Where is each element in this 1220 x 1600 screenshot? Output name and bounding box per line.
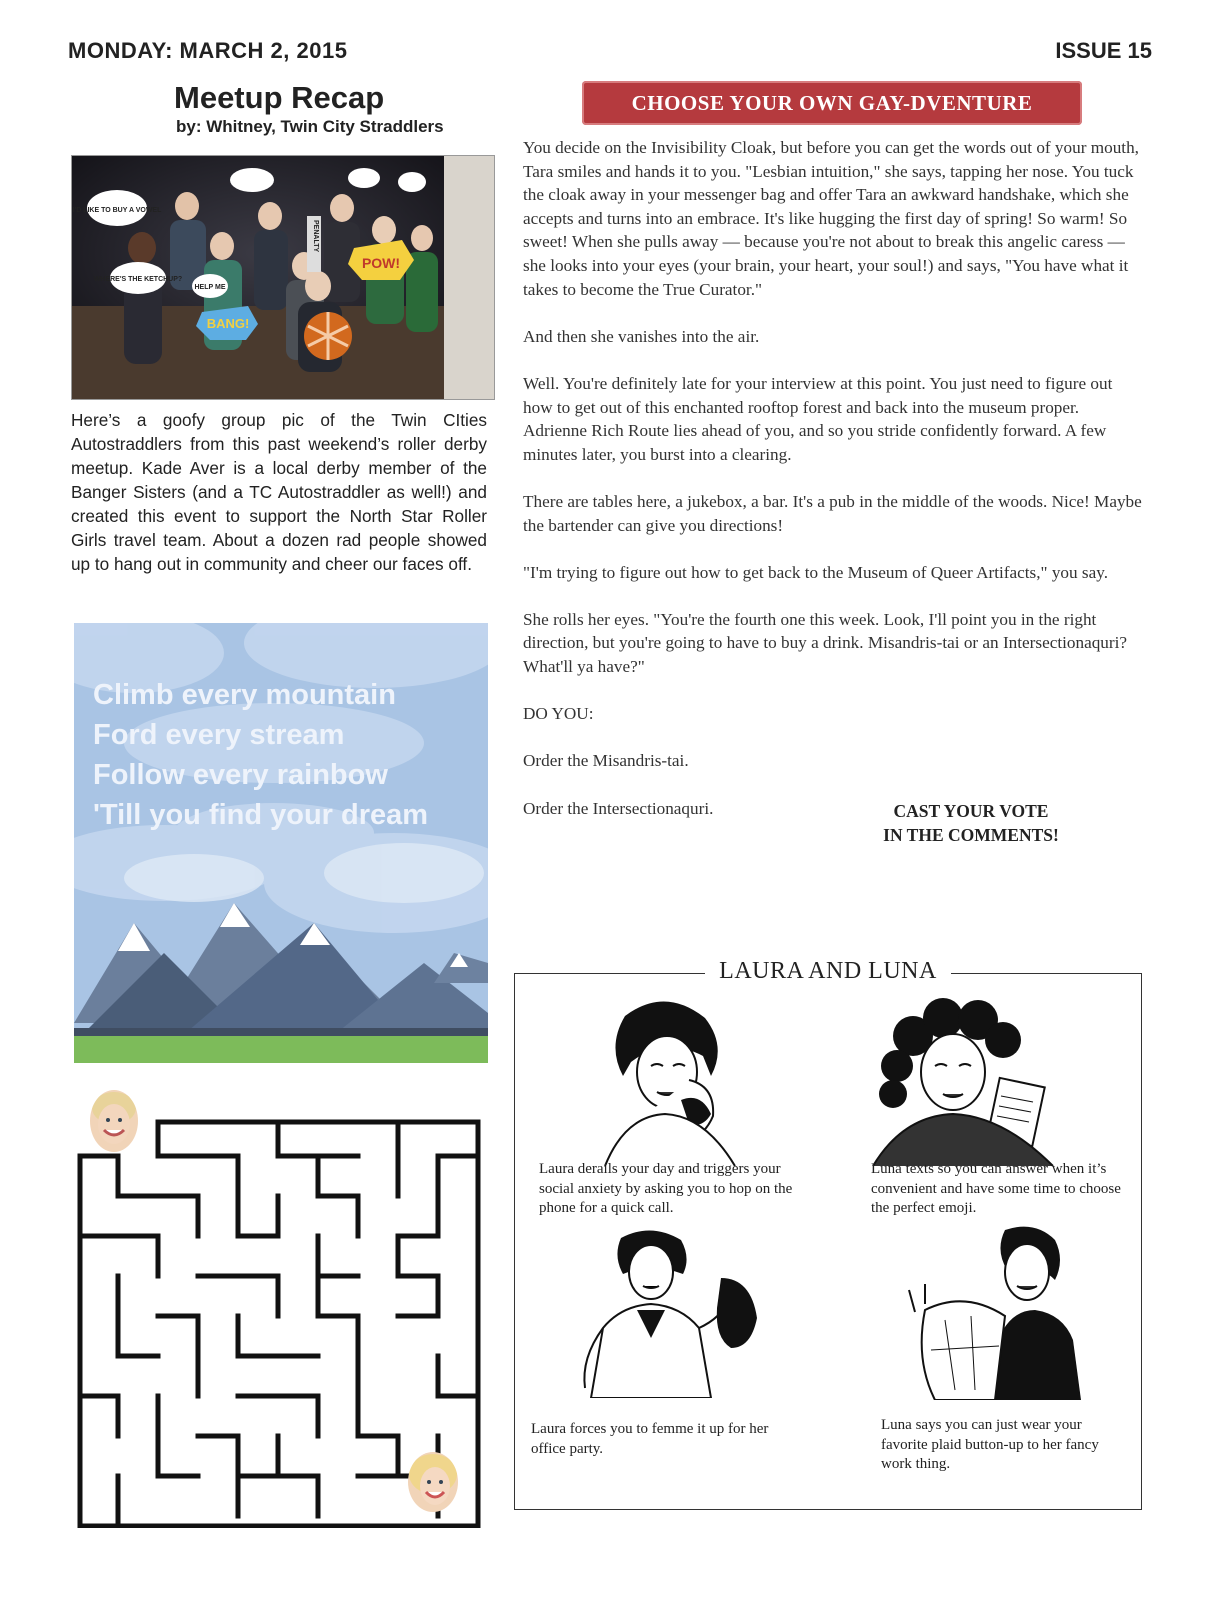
story-paragraph: She rolls her eyes. "You're the fourth one this week. Look, I'll point you in the right direction, but you're going to have to buy a drink. Misandris-tai or an Intersectionaquri? What'll ya have?" — [523, 609, 1128, 677]
quote-text — [93, 675, 428, 835]
group-photo-illustration — [72, 156, 494, 399]
sign-penalty: PENALTY — [312, 220, 319, 253]
story-option-1: Order the Misandris-tai. — [523, 751, 689, 771]
panel-1-caption: Laura derails your day and triggers your social anxiety by asking you to hop on the phone for a quick call. — [539, 1161, 793, 1216]
group-photo — [71, 155, 495, 400]
story-paragraph: "I'm trying to figure out how to get back to the Museum of Queer Artifacts," you say. — [523, 562, 1108, 582]
quote-line: Ford every stream — [93, 719, 345, 751]
meetup-caption: Here’s a goofy group pic of the Twin CIties Autostraddlers from this past weekend’s roller derby meetup. Kade Aver is a local derby member of the Banger Sisters (and a TC Autostraddler as well!) and created this event to support the North Star Roller Girls travel team. About a dozen rad people showed up to hang out in community and cheer our faces off. — [71, 410, 487, 574]
meetup-title: Meetup Recap — [174, 80, 385, 115]
laura-femme-illustration — [551, 1228, 781, 1398]
sign-pow: POW! — [361, 255, 401, 271]
laura-luna-title: LAURA AND LUNA — [705, 958, 951, 984]
quote-line: Climb every mountain — [93, 679, 396, 711]
story-paragraph: There are tables here, a jukebox, a bar. It's a pub in the middle of the woods. Nice! Maybe the bartender can give you directions! — [523, 491, 1142, 535]
mountain-quote-graphic — [74, 623, 488, 1063]
issue-date: MONDAY: MARCH 2, 2015 — [68, 38, 348, 63]
story-paragraph: You decide on the Invisibility Cloak, but before you can get the words out of your mouth, Tara smiles and hands it to you. "Lesbian intuition," she says, tapping her nose. You tuck the cloak away in your messenger bag and offer Tara an awkward handshake, which she accepts and turns into an embrace. It's like hugging the first day of spring! So warm! So sweet! When she pulls away — because you're not about to break this angelic caress — she looks into your eyes (your brain, your heart, your soul!) and says, "You have what it takes to become the True Curator." — [523, 138, 1139, 299]
laura-luna-title-wrap — [515, 958, 1141, 985]
cyoa-story — [523, 136, 1143, 844]
ellen-face-illustration — [90, 1090, 138, 1152]
maze-puzzle — [76, 1108, 490, 1528]
quote-line: 'Till you find your dream — [93, 799, 429, 831]
sign-help: HELP ME — [194, 284, 226, 291]
ellen-face — [90, 1090, 138, 1152]
story-prompt: DO YOU: — [523, 704, 594, 724]
cyoa-banner — [582, 81, 1082, 125]
issue-number: ISSUE 15 — [1055, 38, 1152, 63]
story-paragraph: Well. You're definitely late for your interview at this point. You just need to figure out how to get out of this enchanted rooftop forest and back into the museum proper. Adrienne Rich Route lies ahead of you, and so you stride confidently forward. A few minutes later, you burst into a clearing. — [523, 373, 1113, 464]
sign-vowel: I'D LIKE TO BUY A VOWEL — [72, 207, 162, 214]
laura-luna-comic — [514, 958, 1142, 1510]
cyoa-banner-text: CHOOSE YOUR OWN GAY-DVENTURE — [631, 91, 1033, 115]
meetup-byline: by: Whitney, Twin City Straddlers — [176, 117, 444, 136]
luna-texting-illustration — [853, 996, 1073, 1166]
laura-phone-illustration — [585, 996, 745, 1166]
story-option-2: Order the Intersectionaquri. — [523, 798, 714, 818]
panel-4-caption: Luna says you can just wear your favorite plaid button-up to her fancy work thing. — [881, 1417, 1099, 1472]
vote-callout — [866, 799, 1076, 847]
portia-face — [408, 1452, 458, 1512]
quote-line: Follow every rainbow — [93, 759, 388, 791]
portia-face-illustration — [408, 1452, 458, 1512]
vote-line: IN THE COMMENTS! — [883, 825, 1059, 845]
luna-plaid-illustration — [895, 1220, 1095, 1400]
sign-bang: BANG! — [206, 316, 250, 331]
panel-2-caption: Luna texts so you can answer when it’s convenient and have some time to choose the perfect emoji. — [871, 1161, 1121, 1216]
sign-ketchup: WHERE'S THE KETCHUP? — [93, 276, 183, 283]
vote-line: CAST YOUR VOTE — [893, 801, 1049, 821]
story-paragraph: And then she vanishes into the air. — [523, 326, 760, 346]
panel-3-caption: Laura forces you to femme it up for her office party. — [531, 1421, 769, 1457]
